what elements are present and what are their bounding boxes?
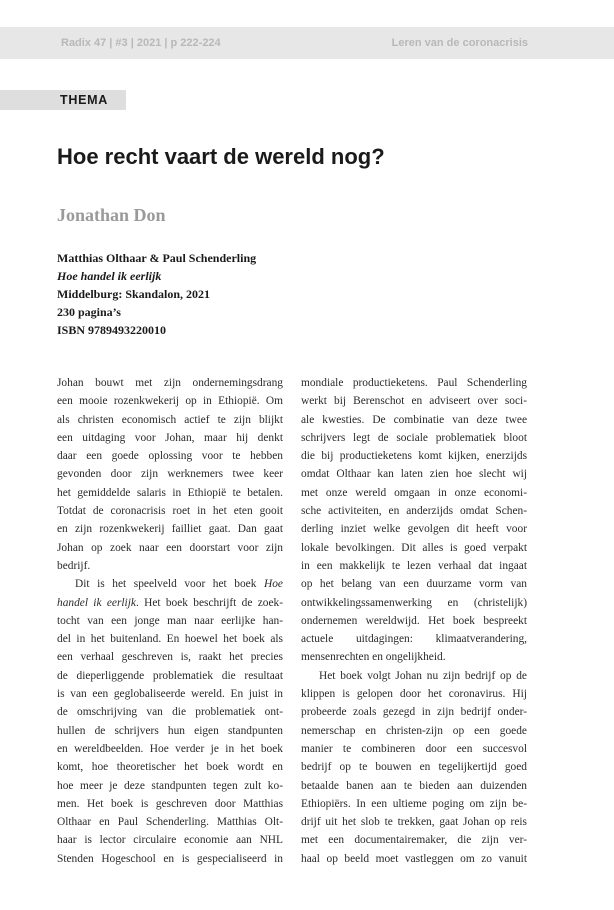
body-line: een mooie rozenkwekerij op in Ethiopië. Om (57, 395, 283, 408)
body-line: del in het buitenland. En hoewel het boek als (57, 633, 283, 646)
book-authors: Matthias Olthaar & Paul Schenderling (57, 251, 257, 265)
body-line: Stenden Hogeschool en is gespecialiseerd in (57, 852, 283, 865)
body-line: nemerschap en christen-zijn op een goede (301, 724, 527, 737)
article-author: Jonathan Don (57, 205, 166, 225)
category-label (0, 90, 126, 110)
body-column-right (301, 374, 527, 868)
body-line: een verhaal geschreven is, raakt het precies (57, 651, 283, 664)
body-line: bedrijf op te bouwen en tegelijkertijd goed (301, 761, 527, 774)
body-line: Dit is het speelveld voor het boek Hoe (75, 578, 283, 591)
body-line: klippen is gelopen door het coronavirus. Hij (301, 688, 527, 701)
body-line: drijf uit het slob te trekken, gaat Johan op reis (301, 816, 527, 829)
body-line: de omschrijving van die problematiek ont- (57, 706, 283, 719)
body-line: Totdat de coronacrisis roet in het eten gooit (57, 505, 283, 518)
book-title-inline: handel ik eerlijk (57, 596, 136, 609)
body-line: de dieperliggende problematiek die resultaat (57, 669, 283, 682)
body-line: ontwikkelingssamenwerking en (christelijk) (301, 596, 527, 609)
body-line: probeerde zoals gezegd in zijn bedrijf onder- (301, 706, 527, 719)
body-line: die bij productieketens komt kijken, enerzijds (301, 450, 527, 463)
book-publisher: Middelburg: Skandalon, 2021 (57, 287, 211, 301)
body-line: ale kwesties. De combinatie van deze twee (301, 413, 527, 426)
body-line: haar is lector circulaire economie aan NHL (57, 834, 283, 847)
body-line: met onze wereld omgaan in onze economi- (301, 486, 527, 499)
body-line: is van een geglobaliseerde wereld. En juist in (57, 688, 283, 701)
body-line: derling inziet welke gevolgen dit heeft voor (301, 523, 527, 536)
body-line: manier te combineren door een succesvol (301, 742, 527, 755)
body-line: gevonden door zijn werknemers twee keer (57, 468, 283, 481)
body-line: een uitdaging voor Johan, maar hij denkt (57, 431, 283, 444)
running-header (0, 27, 614, 59)
body-line: handel ik eerlijk. Het boek beschrijft de zoek- (57, 596, 283, 609)
body-line: omdat Olthaar kan laten zien hoe slecht wij (301, 468, 527, 481)
body-line: hoe meer je deze standpunten tegen zult ko- (57, 779, 283, 792)
body-line: Het boek volgt Johan nu zijn bedrijf op de (319, 669, 527, 682)
body-line: men. Het boek is geschreven door Matthias (57, 797, 283, 810)
book-isbn: ISBN 9789493220010 (57, 323, 167, 337)
body-line: en wereldbeelden. Hoe verder je in het boek (57, 742, 283, 755)
body-line: ondernemen wereldwijd. Het boek bespreekt (301, 614, 527, 627)
body-line: Johan op zoek naar een doorstart voor zijn (57, 541, 283, 554)
body-line: daar een goede oplossing voor te hebben (57, 450, 283, 463)
book-title: Hoe handel ik eerlijk (57, 269, 162, 283)
section-title: Leren van de coronacrisis (391, 37, 528, 49)
journal-info: Radix 47 | #3 | 2021 | p 222-224 (61, 37, 221, 49)
body-line: haal op beeld moet vastleggen om zo vanuit (301, 852, 527, 865)
body-line: sche activiteiten, en anderzijds omdat Schen- (301, 505, 527, 518)
body-line: in een makkelijk te lezen verhaal dat ingaat (301, 559, 527, 572)
body-line: Johan bouwt met zijn ondernemingsdrang (57, 377, 283, 389)
body-line: werkt bij Berenschot en adviseert over soci- (301, 395, 527, 408)
book-title-inline: Hoe (264, 578, 283, 591)
body-line: op het belang van een duurzame vorm van (301, 578, 527, 591)
body-column-left (57, 374, 283, 868)
body-line: als christen economisch actief te zijn blijkt (57, 413, 283, 426)
body-line: en zijn rozenkwekerij failliet gaat. Dan gaat (57, 523, 283, 536)
category-text: THEMA (60, 93, 108, 107)
article-title: Hoe recht vaart de wereld nog? (57, 144, 385, 169)
body-line: komt, hoe theoretischer het boek wordt en (57, 761, 283, 774)
book-info (57, 249, 256, 339)
body-line: mensenrechten en ongelijkheid. (301, 651, 446, 664)
body-line: actuele uitdagingen: klimaatverandering, (301, 633, 527, 646)
body-line: Ethiopiërs. In een ultieme poging om zijn be- (301, 797, 527, 810)
body-line: tocht van een jonge man naar eerlijke han- (57, 614, 283, 627)
body-line: het gemiddelde salaris in Ethiopië te betalen. (57, 486, 283, 499)
body-line: hullen de schrijvers hun eigen standpunten (57, 724, 283, 737)
book-pages: 230 pagina’s (57, 305, 121, 319)
body-line: betaalde banen aan te bieden aan duizenden (301, 779, 527, 792)
body-line: bedrijf. (57, 559, 91, 572)
body-line: met een documentairemaker, die zijn ver- (301, 834, 527, 847)
body-line: lokale bevolkingen. Dit alles is goed verpakt (301, 541, 527, 554)
body-line: mondiale productieketens. Paul Schenderling (301, 377, 527, 389)
body-line: Olthaar en Paul Schenderling. Matthias Olt- (57, 816, 283, 829)
body-line: schrijvers legt de sociale problematiek bloot (301, 431, 527, 444)
